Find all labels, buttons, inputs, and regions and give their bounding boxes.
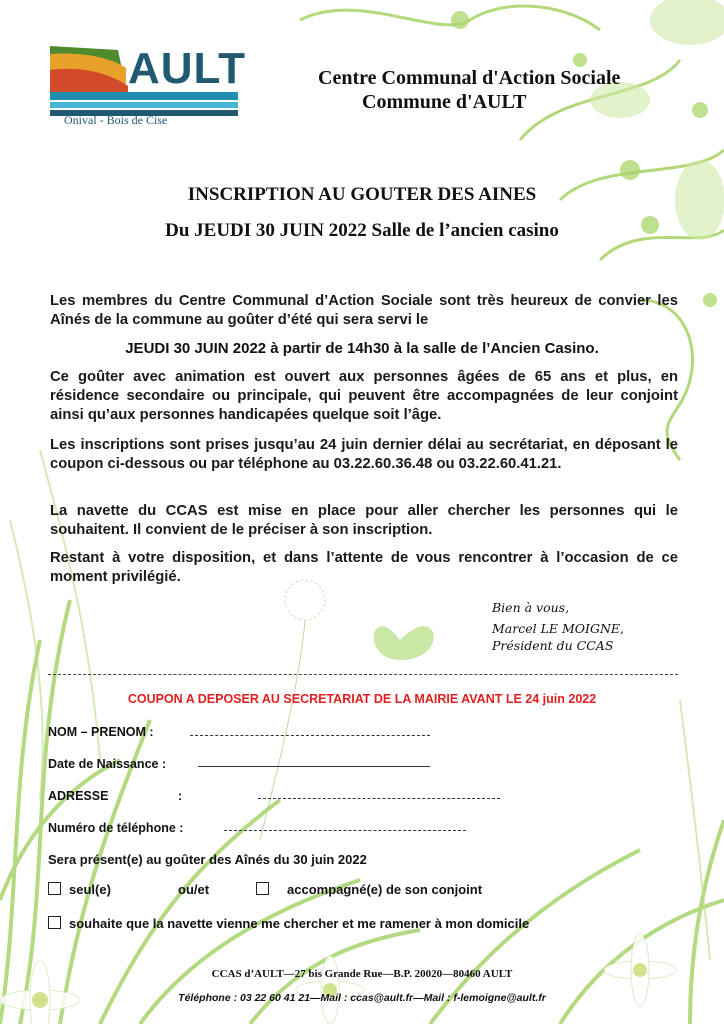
footer-address: CCAS d’AULT—27 bis Grande Rue—B.P. 20020—80460 AULT	[211, 968, 513, 980]
address-label: ADRESSE	[48, 789, 109, 803]
birthdate-field[interactable]	[198, 766, 430, 767]
presence-statement: Sera présent(e) au goûter des Aînés du 30 juin 2022	[48, 852, 367, 867]
org-name-line2: Commune d'AULT	[362, 91, 527, 113]
option-shuttle	[48, 916, 529, 931]
signature-role: Président du CCAS	[492, 638, 614, 653]
cut-line-divider	[48, 674, 678, 675]
name-field[interactable]	[190, 735, 430, 736]
alone-checkbox[interactable]	[48, 882, 61, 895]
paragraph-invitation: Les membres du Centre Communal d’Action Sociale sont très heureux de convier les Aînés de la commune au goûter d’été qui sera servi le	[50, 293, 678, 328]
document-subtitle: Du JEUDI 30 JUIN 2022 Salle de l’ancien casino	[165, 220, 559, 241]
signature-greeting: Bien à vous,	[492, 600, 570, 615]
phone-field[interactable]	[224, 830, 466, 831]
coupon-title: COUPON A DEPOSER AU SECRETARIAT DE LA MAIRIE AVANT LE 24 juin 2022	[127, 692, 597, 706]
org-name-line1: Centre Communal d'Action Sociale	[318, 67, 621, 89]
birthdate-label: Date de Naissance :	[48, 757, 167, 771]
option-shuttle-label: souhaite que la navette vienne me chercher et me ramener à mon domicile	[69, 916, 530, 931]
event-highlight: JEUDI 30 JUIN 2022 à partir de 14h30 à la salle de l’Ancien Casino.	[125, 340, 599, 357]
footer-contact: Téléphone : 03 22 60 41 21—Mail : ccas@ault.fr—Mail : f-lemoigne@ault.fr	[178, 992, 546, 1004]
address-field[interactable]	[258, 798, 500, 799]
paragraph-registration: Les inscriptions sont prises jusqu’au 24 juin dernier délai au secrétariat, en déposant le coupon ci-dessous ou par téléphone au 03.22.60.36.48 ou 03.22.60.41.21.	[50, 437, 678, 472]
spouse-checkbox[interactable]	[256, 882, 269, 895]
logo-tagline: Onival - Bois de Cise	[64, 113, 168, 127]
paragraph-eligibility: Ce goûter avec animation est ouvert aux personnes âgées de 65 ans et plus, en résidence secondaire ou principale, qui peuvent être accompagnées de leur conjoint ainsi qu’aux personnes handicapées quelque soit l’âge.	[50, 369, 678, 423]
option-or-label: ou/et	[178, 882, 210, 897]
paragraph-shuttle: La navette du CCAS est mise en place pour aller chercher les personnes qui le souhaitent. Il convient de le préciser à son inscription.	[50, 503, 678, 538]
name-label: NOM – PRENOM :	[48, 725, 154, 739]
signature-name: Marcel LE MOIGNE,	[492, 621, 625, 636]
address-colon: :	[178, 789, 183, 803]
logo-title: AULT	[128, 44, 247, 93]
option-spouse	[256, 882, 482, 897]
phone-label: Numéro de téléphone :	[48, 821, 184, 835]
option-alone	[48, 882, 111, 897]
document-title: INSCRIPTION AU GOUTER DES AINES	[187, 184, 537, 205]
shuttle-checkbox[interactable]	[48, 916, 61, 929]
option-spouse-label: accompagné(e) de son conjoint	[287, 882, 483, 897]
option-alone-label: seul(e)	[69, 882, 111, 897]
paragraph-closing: Restant à votre disposition, et dans l’attente de vous rencontrer à l’occasion de ce moment privilégié.	[50, 550, 678, 585]
